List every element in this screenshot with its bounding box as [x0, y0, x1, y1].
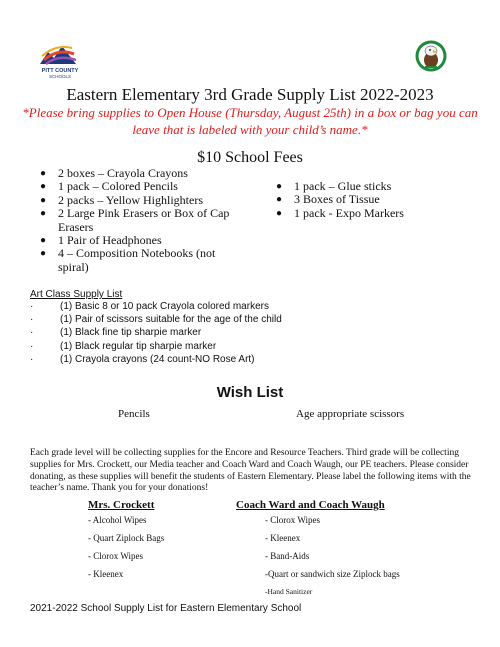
list-item: ● 1 pack – Colored Pencils — [40, 180, 240, 193]
district-name-sub: SCHOOLS — [48, 74, 71, 79]
list-item: - Band-Aids — [265, 551, 310, 561]
list-item: - Clorox Wipes — [265, 515, 320, 525]
eagle-icon — [415, 40, 447, 72]
list-item: · (1) Basic 8 or 10 pack Crayola colored markers — [30, 300, 350, 313]
list-item: -Quart or sandwich size Ziplock bags — [265, 569, 400, 579]
list-item: ● 3 Boxes of Tissue — [276, 193, 466, 206]
page-title: Eastern Elementary 3rd Grade Supply List 2022-2023 — [66, 85, 434, 104]
list-item: ● 1 pack - Expo Markers — [276, 207, 466, 220]
list-item: - Quart Ziplock Bags — [88, 533, 165, 543]
coaches-list — [265, 511, 400, 601]
list-item: ● 1 Pair of Headphones — [40, 234, 240, 247]
footer-caption: 2021-2022 School Supply List for Eastern Elementary School — [30, 603, 302, 614]
list-item: · (1) Pair of scissors suitable for the age of the child — [30, 313, 350, 326]
list-item: · (1) Black fine tip sharpie marker — [30, 326, 350, 339]
pitt-county-schools-logo — [36, 38, 80, 68]
wish-item-scissors: Age appropriate scissors — [296, 408, 405, 420]
list-item: ● 2 packs – Yellow Highlighters — [40, 194, 240, 207]
art-supply-list — [30, 300, 350, 366]
crockett-list — [88, 511, 164, 583]
district-name — [30, 68, 90, 80]
school-fees: $10 School Fees — [197, 149, 303, 166]
list-item: - Alcohol Wipes — [88, 515, 147, 525]
wish-list-heading: Wish List — [216, 384, 284, 401]
list-item: - Clorox Wipes — [88, 551, 143, 561]
supply-list-left — [40, 167, 240, 274]
supply-list-right — [276, 180, 466, 220]
list-item: · (1) Black regular tip sharpie marker — [30, 340, 350, 353]
encore-paragraph: Each grade level will be collecting supplies for the Encore and Resource Teachers. Third grade will be collecting supplies for Mrs. Crockett, our Media teacher and Coach Ward and Coach Waugh, our PE teachers. Please consider donating, as these supplies will benefit the students of Eastern Elementary. Please label the following items with the teacher’s name. Thank you for your donations! — [30, 448, 471, 494]
district-name-main: PITT COUNTY — [41, 68, 79, 74]
open-house-note: *Please bring supplies to Open House (Thursday, August 25th) in a box or bag you can leave that is labeled with your child’s name.* — [22, 105, 478, 137]
list-item: ● 1 pack – Glue sticks — [276, 180, 466, 193]
list-item: ● 2 boxes – Crayola Crayons — [40, 167, 240, 180]
coaches-heading: Coach Ward and Coach Waugh — [236, 499, 385, 511]
art-supply-heading: Art Class Supply List — [30, 289, 123, 300]
list-item: - Kleenex — [88, 569, 124, 579]
crockett-heading: Mrs. Crockett — [88, 499, 155, 511]
list-item: - Kleenex — [265, 533, 301, 543]
list-item: ● 4 – Composition Notebooks (not spiral) — [40, 247, 240, 274]
list-item: · (1) Crayola crayons (24 count-NO Rose Art) — [30, 353, 350, 366]
list-item: -Hand Sanitizer — [265, 587, 313, 596]
list-item: ● 2 Large Pink Erasers or Box of Cap Erasers — [40, 207, 240, 234]
wish-item-pencils: Pencils — [118, 408, 150, 420]
